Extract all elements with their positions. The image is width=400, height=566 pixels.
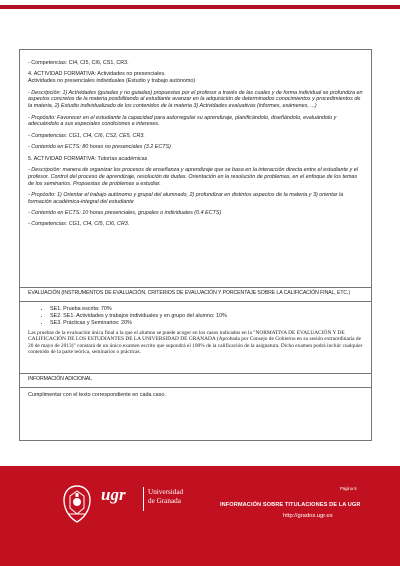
evaluation-note: Las pruebas de la evaluación única final a la que el alumno se puede acoger en los casos indicados en la "NORMATIVA DE EVALUACIÓN Y DE CALIFICACIÓN DE LOS ESTUDIANTES DE LA UNIVERSIDAD DE GRANADA (Aprobada por Consejo de Gobierno en su sesión extraordinaria de 20 de mayo de 2013)" constará de un único examen escrito que supondrá el 100% de la calificación de la asignatura. Dicho examen podrá incluir cualquier contenido de la parte teórica, seminarios o prácticas.	[28, 330, 363, 356]
ugr-logo-text: ugr	[101, 485, 126, 504]
competencias-line: - Competencias: CI4, CI5, CI6, CS1, CR3.	[28, 60, 129, 66]
additional-info-header: INFORMACIÓN ADICIONAL	[28, 376, 92, 382]
activity-4-description: - Descripción: 1) Actividades (guiadas y no guiadas) propuestas por el profesor a través de las cuales y de forma individual se profundiza en aspectos concretos de la materia posibilitando al estudiante avanzar en la adquisición de determinados conocimientos y procedimientos de la materia, 2) Estudio individualizado de los contenidos de la materia 3) Actividades evaluativas (informes, exámenes, ...)	[28, 89, 363, 110]
evaluation-content	[20, 302, 371, 358]
list-item: • SE3. Prácticas y Seminarios: 20%	[50, 320, 363, 327]
course-guide-table	[19, 49, 372, 441]
section-divider	[20, 387, 371, 388]
list-item: • SE2. SE1. Actividades y trabajos individuales y en grupo del alumno: 10%	[50, 313, 363, 320]
activities-section	[20, 58, 371, 230]
activity-4-competencias: - Competencias: CG1, CI4, CI6, CS2, CE5, CR3.	[28, 132, 145, 139]
evaluation-header: EVALUACIÓN (INSTRUMENTOS DE EVALUACIÓN, CRITERIOS DE EVALUACIÓN Y PORCENTAJE SOBRE LA CALIFICACIÓN FINAL, ETC.)	[28, 290, 351, 296]
additional-info-content	[20, 390, 371, 401]
activity-4-ects: - Contenido en ECTS: 80 horas no presenciales (3.2 ECTS)	[28, 144, 171, 151]
logo-divider	[143, 487, 144, 511]
activity-5-purpose: - Propósito: 1) Orientar el trabajo autónomo y grupal del alumnado, 2) profundizar en distintos aspectos de la materia y 3) orientar la formación académica-integral del estudiante	[28, 191, 344, 205]
activity-5-ects: - Contenido en ECTS: 10 horas presenciales, grupales o individuales (0.4 ECTS)	[28, 210, 222, 217]
activity-4-purpose: - Propósito: Favorecer en el estudiante la capacidad para autorregular su aprendizaje, planificándolo, diseñándolo, evaluándolo y adecuándolo a sus especiales condiciones e intereses.	[28, 114, 337, 128]
top-rule	[0, 5, 400, 9]
activity-5-title: 5. ACTIVIDAD FORMATIVA: Tutorías académicas	[28, 155, 148, 162]
list-item: • SE1. Prueba escrita: 70%	[50, 306, 363, 313]
additional-info-text: Cumplimentar con el texto correspondiente en cada caso.	[28, 392, 166, 398]
evaluation-header-row	[20, 288, 371, 299]
activity-4-subtitle: Actividades no presenciales individuales (Estudio y trabajo autónomo)	[28, 78, 196, 85]
page-number: Página 5	[340, 486, 357, 491]
evaluation-list	[28, 306, 363, 327]
activity-4-title: 4. ACTIVIDAD FORMATIVA: Actividades no presenciales.	[28, 71, 166, 78]
titulaciones-info: INFORMACIÓN SOBRE TITULACIONES DE LA UGR	[220, 502, 361, 508]
additional-info-header-row	[20, 374, 371, 385]
university-seal-icon	[60, 484, 94, 524]
grados-url-link[interactable]: http://grados.ugr.es	[283, 513, 333, 519]
activity-5-competencias: - Competencias: CG1, CI4, CI5, CI6, CR3.	[28, 221, 130, 228]
activity-5-description: - Descripción: manera de organizar los procesos de enseñanza y aprendizaje que se basa en la interacción directa entre el estudiante y el profesor. Control del proceso de aprendizaje, resolución de dudas. Orientación en la resolución de problemas, en el enfoque de los temas de los seminarios. Propuestas de problemas a estudiar.	[28, 166, 358, 187]
footer-banner	[0, 466, 400, 566]
university-name: Universidad de Granada	[148, 488, 184, 505]
